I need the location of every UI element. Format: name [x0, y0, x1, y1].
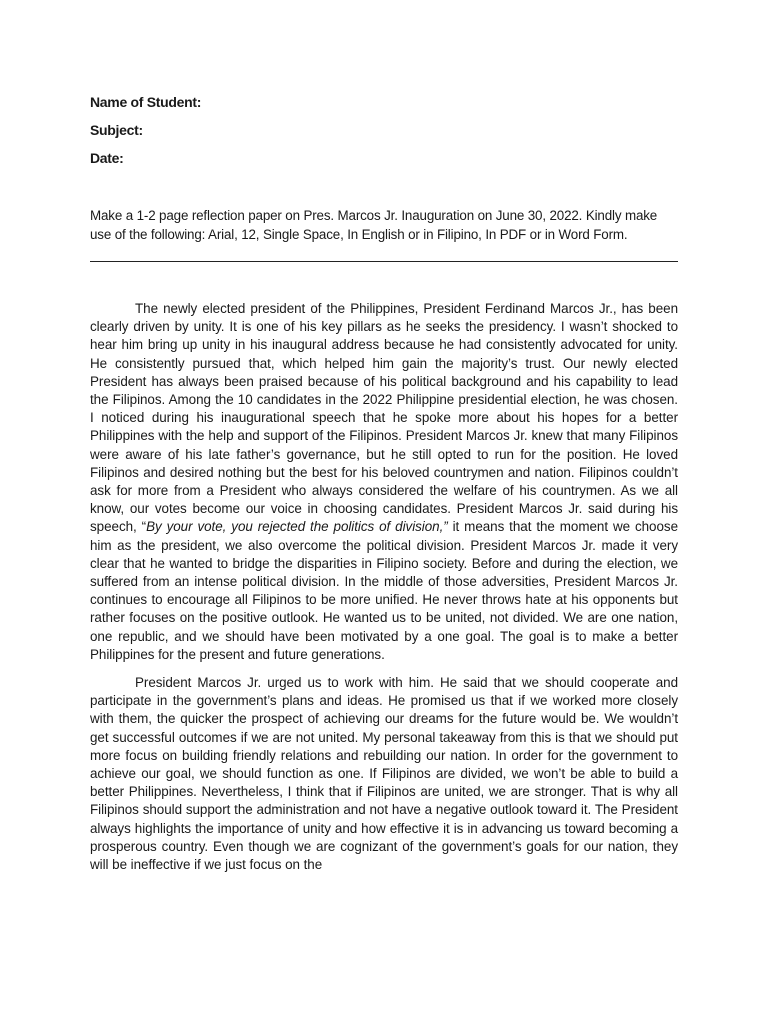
paragraph-2: President Marcos Jr. urged us to work with him. He said that we should cooperate and participate in the government’s plans and ideas. He promised us that if we worked more closely with them, the quicker the prospect of achieving our dreams for the future would be. We wouldn’t get successful outcomes if we are not united. My personal takeaway from this is that we should put more focus on building friendly relations and rebuilding our nation. In order for the government to achieve our goal, we should function as one. If Filipinos are divided, we won’t be able to build a better Philippines. Nevertheless, I think that if Filipinos are united, we are stronger. That is why all Filipinos should support the administration and not have a negative outlook toward it. The President always highlights the importance of unity and how effective it is in advancing us toward becoming a prosperous country. Even though we are cognizant of the government’s goals for our nation, they will be ineffective if we just focus on the [90, 675, 678, 873]
subject-label: Subject: [90, 122, 143, 138]
date-label: Date: [90, 150, 124, 166]
paragraph-1-text-a: The newly elected president of the Philippines, President Ferdinand Marcos Jr., has been clearly driven by unity. It is one of his key pillars as he seeks the presidency. I wasn’t shocked to hear him bring up unity in his inaugural address because he had consistently advocated for unity. He consistently pursued that, which helped him gain the majority’s trust. Our newly elected President has always been praised because of his political background and his capability to lead the Filipinos. Among the 10 candidates in the 2022 Philippine presidential election, he was chosen. I noticed during his inaugurational speech that he spoke more about his hopes for a better Philippines with the help and support of the Filipinos. President Marcos Jr. knew that many Filipinos were aware of his late father’s governance, but he still opted to run for the position. He loved Filipinos and desired nothing but the best for his beloved countrymen and nation. Filipinos couldn’t ask for more from a President who always considered the welfare of his countrymen. As we all know, our votes become our voice in choosing candidates. President Marcos Jr. said during his speech, “ [90, 301, 678, 535]
reflection-body [90, 300, 678, 884]
paragraph-1-text-b: it means that the moment we choose him as the president, we also overcome the political division. President Marcos Jr. made it very clear that he wanted to bridge the disparities in Filipino society. Before and during the election, we suffered from an intense political division. In the middle of those adversities, President Marcos Jr. continues to encourage all Filipinos to be more unified. He never throws hate at his opponents but rather focuses on the positive outlook. He wanted us to be united, not divided. We are one nation, one republic, and we should have been motivated by a one goal. The goal is to make a better Philippines for the present and future generations. [90, 519, 679, 662]
paragraph-1 [90, 300, 678, 664]
divider-line [90, 261, 678, 262]
speech-quote: By your vote, you rejected the politics of division,” [146, 519, 448, 535]
student-name-label: Name of Student: [90, 94, 202, 110]
assignment-instructions: Make a 1-2 page reflection paper on Pres. Marcos Jr. Inauguration on June 30, 2022. Kindly make use of the following: Arial, 12, Single Space, In English or in Filipino, In PDF or in Word Form. [90, 208, 658, 242]
